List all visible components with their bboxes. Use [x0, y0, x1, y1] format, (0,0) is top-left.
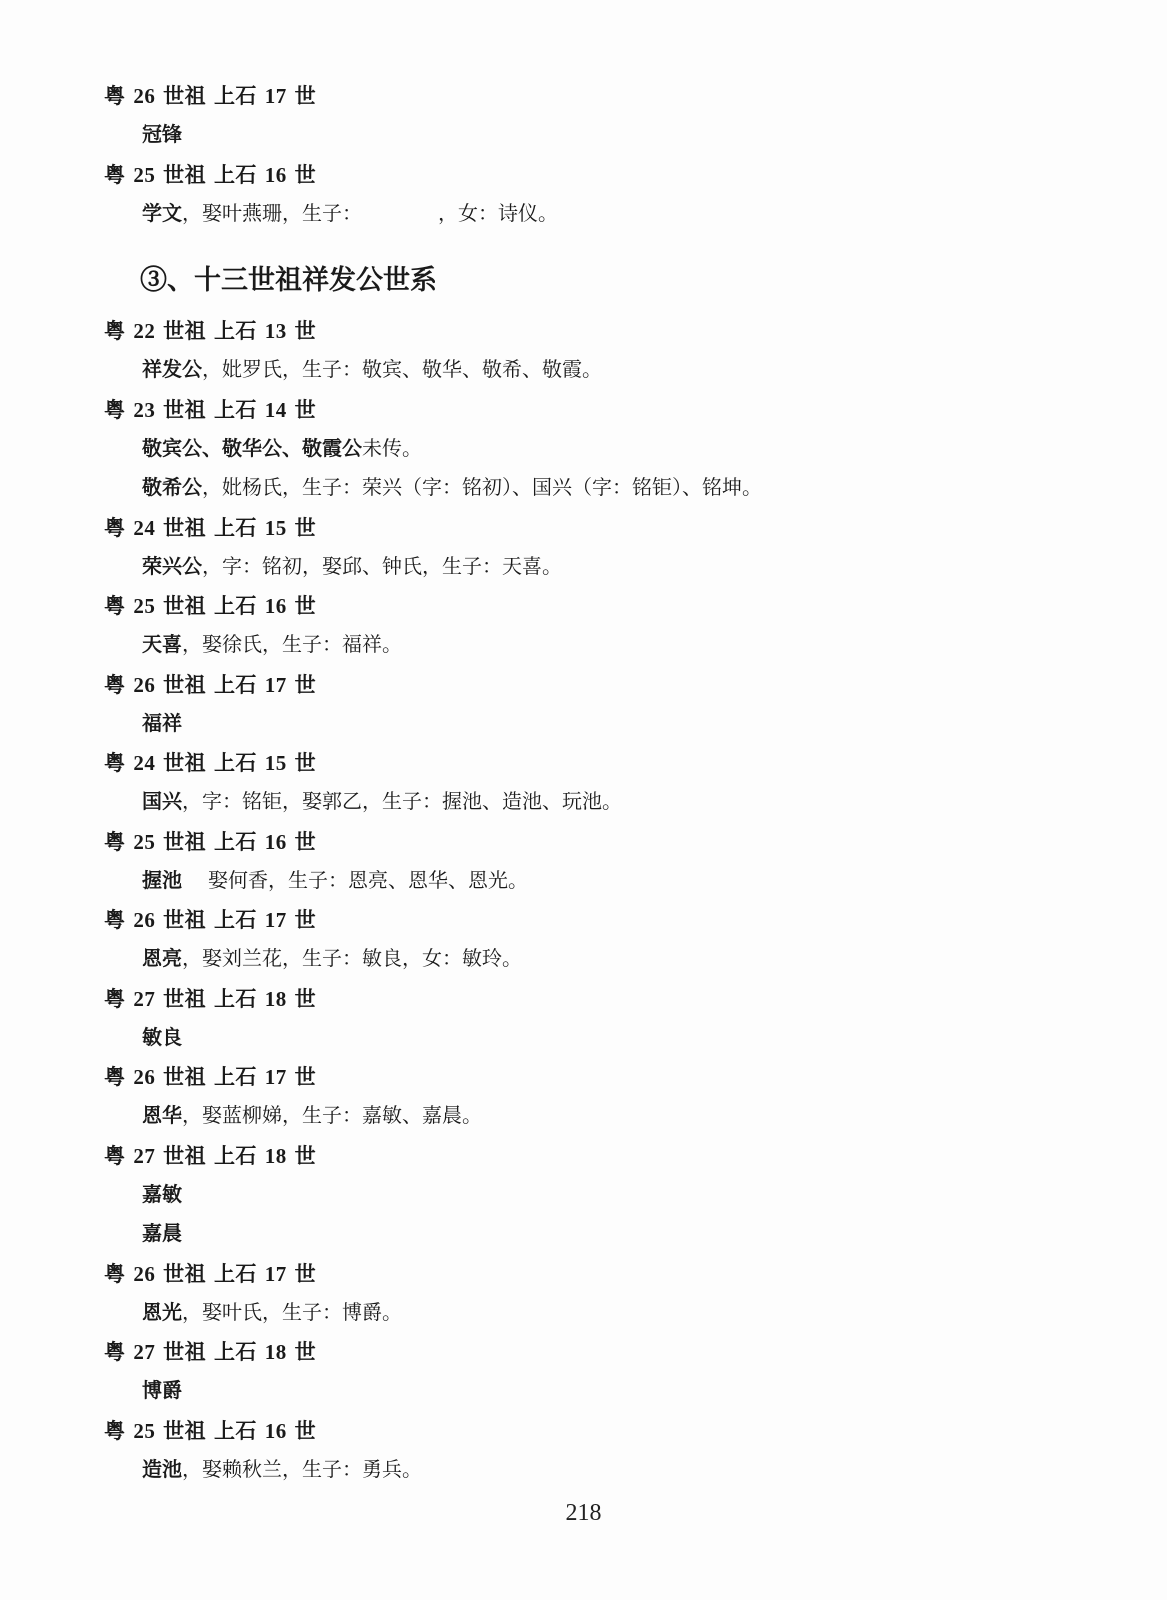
member-line — [104, 625, 1104, 665]
member-name: 荣兴公 — [142, 553, 202, 578]
gen-number: 26 — [133, 1065, 156, 1089]
member-details: ，字：铭钜，娶郭乙，生子：握池、造池、玩池。 — [182, 789, 622, 813]
gen-branch-number: 17 — [264, 672, 287, 697]
gen-number: 27 — [133, 986, 156, 1011]
gen-number: 27 — [133, 1143, 156, 1168]
gen-branch-number: 18 — [264, 1143, 287, 1168]
member-details: ，字：铭初，娶邱、钟氏，生子：天喜。 — [202, 553, 562, 578]
generation-entry — [104, 1057, 1104, 1136]
gen-branch: 上石 — [213, 161, 257, 187]
gen-prefix: 粤 — [104, 1339, 126, 1364]
generation-heading — [104, 390, 1104, 429]
member-line — [104, 861, 1104, 901]
member-name: 恩亮 — [142, 946, 182, 970]
gen-number: 24 — [133, 515, 156, 540]
gen-number: 25 — [133, 829, 156, 854]
member-name: 嘉敏 — [142, 1181, 182, 1206]
member-line — [104, 1450, 1104, 1490]
generation-entry — [104, 586, 1104, 665]
member-name: 学文 — [142, 200, 182, 225]
gen-branch-number: 16 — [264, 594, 287, 618]
page-number: 218 — [565, 1500, 602, 1526]
member-line — [104, 194, 1104, 234]
member-details: ，娶刘兰花，生子：敏良，女：敏玲。 — [182, 946, 522, 970]
member-name: 天喜 — [142, 632, 182, 656]
gen-branch: 上石 — [213, 828, 257, 854]
generation-heading — [104, 1136, 1104, 1175]
member-line — [104, 704, 1104, 744]
member-details: ，娶徐氏，生子：福祥。 — [182, 632, 402, 656]
gen-prefix: 粤 — [104, 828, 126, 854]
gen-suffix: 世 — [294, 1339, 317, 1364]
gen-branch: 上石 — [213, 318, 257, 343]
member-name: 冠锋 — [142, 122, 182, 146]
member-name: 恩光 — [142, 1299, 182, 1324]
member-name: 博爵 — [142, 1378, 182, 1402]
generation-entry — [104, 900, 1104, 979]
member-name: 造池 — [142, 1456, 182, 1481]
member-name: 国兴 — [142, 789, 182, 813]
gen-branch: 上石 — [213, 985, 257, 1011]
gen-branch-number: 17 — [264, 908, 287, 932]
generation-heading — [104, 311, 1104, 350]
member-line — [104, 782, 1104, 822]
member-details: ，娶赖秋兰，生子：勇兵。 — [182, 1456, 422, 1481]
generation-entry — [104, 155, 1104, 234]
generation-heading — [104, 822, 1104, 861]
gen-label: 世祖 — [163, 750, 207, 775]
member-line — [104, 1371, 1104, 1411]
gen-label: 世祖 — [163, 161, 207, 187]
gen-suffix: 世 — [294, 671, 317, 697]
gen-branch: 上石 — [213, 83, 257, 108]
gen-prefix: 粤 — [104, 671, 126, 697]
gen-prefix: 粤 — [104, 593, 126, 618]
member-line — [104, 939, 1104, 979]
gen-suffix: 世 — [294, 1417, 317, 1443]
gen-suffix: 世 — [294, 828, 317, 854]
gen-suffix: 世 — [294, 161, 317, 187]
member-line — [104, 1018, 1104, 1058]
gen-prefix: 粤 — [104, 396, 126, 422]
member-line — [104, 115, 1104, 155]
gen-prefix: 粤 — [104, 1417, 126, 1443]
section-entries — [104, 311, 1104, 1489]
gen-suffix: 世 — [294, 1064, 317, 1089]
member-line — [104, 1293, 1104, 1333]
gen-branch: 上石 — [213, 907, 257, 932]
gen-suffix: 世 — [294, 750, 317, 775]
gen-label: 世祖 — [163, 1260, 207, 1286]
gen-suffix: 世 — [294, 83, 317, 108]
gen-branch-number: 18 — [264, 1340, 287, 1364]
gen-prefix: 粤 — [104, 1260, 126, 1286]
gen-branch: 上石 — [213, 396, 257, 422]
member-name: 握池 — [142, 867, 182, 892]
member-name: 敬希公 — [142, 475, 202, 499]
member-details: 娶何香，生子：恩亮、恩华、恩光。 — [208, 867, 528, 892]
gen-number: 26 — [133, 908, 156, 932]
gen-number: 25 — [133, 162, 156, 187]
gen-suffix: 世 — [294, 1142, 317, 1168]
generation-entry — [104, 1136, 1104, 1254]
gen-branch: 上石 — [213, 671, 257, 697]
gen-branch: 上石 — [213, 1142, 257, 1168]
generation-heading — [104, 665, 1104, 704]
generation-entry — [104, 1411, 1104, 1490]
gen-prefix: 粤 — [104, 318, 126, 343]
gen-number: 25 — [133, 594, 156, 618]
gen-label: 世祖 — [163, 318, 207, 343]
gen-branch-number: 16 — [264, 162, 287, 187]
gen-prefix: 粤 — [104, 907, 126, 932]
generation-heading — [104, 743, 1104, 782]
gen-number: 26 — [133, 1261, 156, 1286]
generation-heading — [104, 155, 1104, 194]
gen-suffix: 世 — [294, 593, 317, 618]
gen-label: 世祖 — [163, 1417, 207, 1443]
member-line — [104, 1214, 1104, 1254]
gen-branch-number: 16 — [264, 829, 287, 854]
gen-branch: 上石 — [213, 514, 257, 540]
gen-branch-number: 16 — [264, 1418, 287, 1443]
gen-label: 世祖 — [163, 985, 207, 1011]
gen-label: 世祖 — [163, 828, 207, 854]
generation-heading — [104, 1332, 1104, 1371]
member-details: ，娶蓝柳娣，生子：嘉敏、嘉晨。 — [182, 1103, 482, 1127]
generation-heading — [104, 1057, 1104, 1096]
section-title: ③、十三世祖祥发公世系 — [140, 265, 437, 296]
generation-entry — [104, 979, 1104, 1058]
gen-branch-number: 17 — [264, 1065, 287, 1089]
gen-branch: 上石 — [213, 1339, 257, 1364]
gen-branch-number: 17 — [264, 84, 287, 108]
gen-branch: 上石 — [213, 1417, 257, 1443]
member-name: 嘉晨 — [142, 1221, 182, 1245]
gen-label: 世祖 — [163, 1064, 207, 1089]
gen-label: 世祖 — [163, 514, 207, 540]
gen-label: 世祖 — [163, 907, 207, 932]
gen-branch-number: 18 — [264, 986, 287, 1011]
gen-suffix: 世 — [294, 396, 317, 422]
generation-entry — [104, 1254, 1104, 1333]
gen-suffix: 世 — [294, 985, 317, 1011]
member-name: 敬宾公、敬华公、敬霞公 — [142, 435, 362, 460]
generation-entry — [104, 822, 1104, 901]
gen-prefix: 粤 — [104, 750, 126, 775]
generation-heading — [104, 900, 1104, 939]
gen-label: 世祖 — [163, 396, 207, 422]
gen-prefix: 粤 — [104, 985, 126, 1011]
gen-label: 世祖 — [163, 83, 207, 108]
generation-heading — [104, 508, 1104, 547]
gen-branch-number: 17 — [264, 1261, 287, 1286]
member-details-tail: ，女：诗仪。 — [438, 200, 558, 225]
gen-suffix: 世 — [294, 1260, 317, 1286]
member-name: 福祥 — [142, 710, 182, 735]
member-line — [104, 547, 1104, 587]
gen-prefix: 粤 — [104, 1142, 126, 1168]
generation-entry — [104, 390, 1104, 508]
member-name: 祥发公 — [142, 357, 202, 381]
member-name: 恩华 — [142, 1103, 182, 1127]
gen-number: 22 — [133, 319, 156, 343]
gen-number: 27 — [133, 1340, 156, 1364]
member-line — [104, 1175, 1104, 1215]
gen-branch-number: 13 — [264, 319, 287, 343]
generation-entry — [104, 508, 1104, 587]
gen-number: 24 — [133, 751, 156, 775]
gen-branch-number: 15 — [264, 751, 287, 775]
gen-branch: 上石 — [213, 750, 257, 775]
gen-branch-number: 15 — [264, 515, 287, 540]
gen-suffix: 世 — [294, 907, 317, 932]
gen-suffix: 世 — [294, 318, 317, 343]
generation-entry — [104, 311, 1104, 390]
gen-branch: 上石 — [213, 1064, 257, 1089]
member-line — [104, 350, 1104, 390]
member-details: ，妣杨氏，生子：荣兴（字：铭初）、国兴（字：铭钜）、铭坤。 — [202, 475, 762, 499]
gen-number: 26 — [133, 672, 156, 697]
gen-prefix: 粤 — [104, 1064, 126, 1089]
member-details: ，娶叶燕珊，生子： — [182, 200, 362, 225]
page-content — [104, 76, 1104, 1489]
gen-number: 25 — [133, 1418, 156, 1443]
member-line — [104, 429, 1104, 469]
member-line — [104, 1096, 1104, 1136]
gen-label: 世祖 — [163, 1339, 207, 1364]
generation-entry — [104, 76, 1104, 155]
gen-number: 23 — [133, 397, 156, 422]
gen-label: 世祖 — [163, 593, 207, 618]
member-details: ，妣罗氏，生子：敬宾、敬华、敬希、敬霞。 — [202, 357, 602, 381]
member-details: 未传。 — [362, 435, 422, 460]
generation-entry — [104, 665, 1104, 744]
gen-label: 世祖 — [163, 1142, 207, 1168]
gen-branch: 上石 — [213, 1260, 257, 1286]
gen-prefix: 粤 — [104, 514, 126, 540]
member-name: 敏良 — [142, 1024, 182, 1049]
generation-heading — [104, 1254, 1104, 1293]
generation-heading — [104, 1411, 1104, 1450]
member-line — [104, 468, 1104, 508]
gen-number: 26 — [133, 84, 156, 108]
gen-suffix: 世 — [294, 514, 317, 540]
generation-heading — [104, 586, 1104, 625]
gen-branch-number: 14 — [264, 397, 287, 422]
gen-label: 世祖 — [163, 671, 207, 697]
gen-branch: 上石 — [213, 593, 257, 618]
gen-prefix: 粤 — [104, 161, 126, 187]
generation-heading — [104, 76, 1104, 115]
generation-entry — [104, 743, 1104, 822]
member-details: ，娶叶氏，生子：博爵。 — [182, 1299, 402, 1324]
generation-heading — [104, 979, 1104, 1018]
generation-entry — [104, 1332, 1104, 1411]
gen-prefix: 粤 — [104, 83, 126, 108]
